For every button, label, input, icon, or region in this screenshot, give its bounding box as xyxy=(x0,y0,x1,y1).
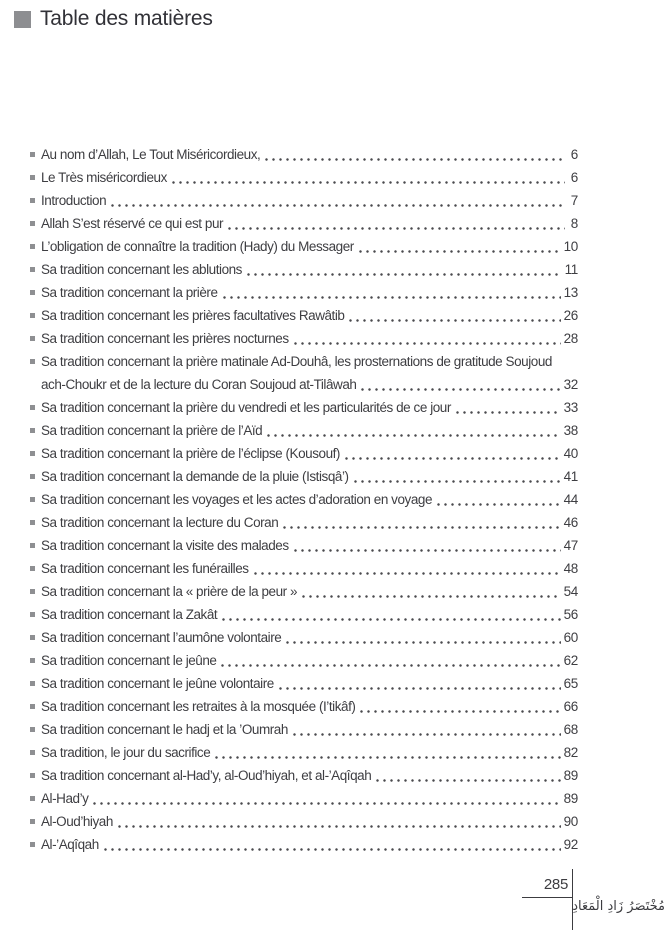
entry-page-number: 65 xyxy=(563,676,578,691)
toc-entry xyxy=(30,534,578,557)
entry-bullet-square-icon xyxy=(30,750,35,755)
toc-entry xyxy=(30,189,578,212)
dot-leader xyxy=(286,641,560,644)
entry-page-number: 60 xyxy=(563,630,578,645)
toc-entry xyxy=(30,695,578,718)
entry-page-number: 6 xyxy=(570,170,578,185)
entry-page-number: 38 xyxy=(563,423,578,438)
toc-entry xyxy=(30,281,578,304)
entry-bullet-square-icon xyxy=(30,681,35,686)
dot-leader xyxy=(360,710,560,713)
entry-page-number: 44 xyxy=(563,492,578,507)
entry-page-number: 28 xyxy=(563,331,578,346)
entry-bullet-square-icon xyxy=(30,244,35,249)
entry-title: Le Très miséricordieux xyxy=(41,170,167,185)
footer-horizontal-rule xyxy=(522,897,572,898)
entry-title: L’obligation de connaître la tradition (Hady) du Messager xyxy=(41,239,354,254)
entry-page-number: 68 xyxy=(563,722,578,737)
toc-entry xyxy=(30,143,578,166)
dot-leader xyxy=(293,733,561,736)
entry-title: Sa tradition concernant la prière de l’Aïd xyxy=(41,423,263,438)
entry-bullet-square-icon xyxy=(30,221,35,226)
entry-page-number: 82 xyxy=(563,745,578,760)
entry-title: Sa tradition concernant la visite des malades xyxy=(41,538,289,553)
toc-entry xyxy=(30,258,578,281)
entry-title: Sa tradition concernant le jeûne volontaire xyxy=(41,676,274,691)
entry-title: Al-Oud’hiyah xyxy=(41,814,113,829)
entry-title: Sa tradition concernant les ablutions xyxy=(41,262,242,277)
entry-page-number: 11 xyxy=(564,262,578,277)
entry-bullet-square-icon xyxy=(30,497,35,502)
entry-bullet-square-icon xyxy=(30,543,35,548)
entry-bullet-square-icon xyxy=(30,796,35,801)
toc-entry xyxy=(30,465,578,488)
dot-leader xyxy=(437,503,561,506)
entry-page-number: 41 xyxy=(563,469,578,484)
toc-entry xyxy=(30,741,578,764)
entry-title: Sa tradition concernant la lecture du Coran xyxy=(41,515,279,530)
entry-bullet-square-icon xyxy=(30,704,35,709)
dot-leader xyxy=(111,204,565,207)
toc-entry xyxy=(30,235,578,258)
dot-leader xyxy=(361,388,560,391)
entry-title: Sa tradition concernant le hadj et la ’Oumrah xyxy=(41,722,288,737)
dot-leader xyxy=(349,319,560,322)
entry-bullet-square-icon xyxy=(30,520,35,525)
toc-entry-continuation xyxy=(30,373,578,396)
entry-title: Introduction xyxy=(41,193,107,208)
entry-title: Allah S’est réservé ce qui est pur xyxy=(41,216,224,231)
entry-bullet-square-icon xyxy=(30,267,35,272)
entry-bullet-square-icon xyxy=(30,428,35,433)
dot-leader xyxy=(345,457,561,460)
entry-title: Sa tradition concernant les retraites à la mosquée (I’tikâf) xyxy=(41,699,356,714)
entry-page-number: 56 xyxy=(563,607,578,622)
entry-bullet-square-icon xyxy=(30,566,35,571)
dot-leader xyxy=(359,250,561,253)
dot-leader xyxy=(118,825,561,828)
toc-entry xyxy=(30,810,578,833)
footer-arabic-book-title: مُخْتَصَرُ زَادِ الْمَعَادِ xyxy=(572,899,665,914)
entry-page-number: 54 xyxy=(563,584,578,599)
entry-title: Au nom d’Allah, Le Tout Miséricordieux, xyxy=(41,147,261,162)
toc-entry xyxy=(30,396,578,419)
entry-title: Sa tradition, le jour du sacrifice xyxy=(41,745,211,760)
entry-title: Sa tradition concernant la prière de l’éclipse (Kousouf) xyxy=(41,446,340,461)
entry-page-number: 48 xyxy=(563,561,578,576)
toc-entry xyxy=(30,511,578,534)
entry-bullet-square-icon xyxy=(30,819,35,824)
dot-leader xyxy=(215,756,560,759)
entry-page-number: 32 xyxy=(563,377,578,392)
toc-entry xyxy=(30,626,578,649)
dot-leader xyxy=(247,273,562,276)
entry-title: Al-Had’y xyxy=(41,791,89,806)
dot-leader xyxy=(228,227,565,230)
entry-bullet-square-icon xyxy=(30,336,35,341)
entry-page-number: 62 xyxy=(563,653,578,668)
entry-bullet-square-icon xyxy=(30,612,35,617)
entry-title: Al-’Aqîqah xyxy=(41,837,99,852)
entry-page-number: 89 xyxy=(563,768,578,783)
entry-bullet-square-icon xyxy=(30,727,35,732)
toc-entry xyxy=(30,327,578,350)
dot-leader xyxy=(172,181,565,184)
entry-page-number: 92 xyxy=(563,837,578,852)
entry-bullet-square-icon xyxy=(30,152,35,157)
toc-entry xyxy=(30,718,578,741)
dot-leader xyxy=(221,664,560,667)
entry-title: Sa tradition concernant la Zakât xyxy=(41,607,218,622)
dot-leader xyxy=(254,572,561,575)
title-square-icon xyxy=(14,11,31,28)
toc-entry xyxy=(30,419,578,442)
toc-entry xyxy=(30,787,578,810)
entry-bullet-square-icon xyxy=(30,589,35,594)
entry-title: Sa tradition concernant les voyages et les actes d’adoration en voyage xyxy=(41,492,433,507)
entry-title: Sa tradition concernant les prières facultatives Rawâtib xyxy=(41,308,345,323)
entry-page-number: 47 xyxy=(563,538,578,553)
dot-leader xyxy=(222,618,560,621)
entry-page-number: 46 xyxy=(563,515,578,530)
entry-title: Sa tradition concernant les funérailles xyxy=(41,561,249,576)
entry-bullet-square-icon xyxy=(30,773,35,778)
toc-entry xyxy=(30,442,578,465)
toc-entry xyxy=(30,488,578,511)
entry-page-number: 66 xyxy=(563,699,578,714)
toc-entry xyxy=(30,649,578,672)
entry-title: Sa tradition concernant la demande de la pluie (Istisqâ’) xyxy=(41,469,349,484)
dot-leader xyxy=(267,434,560,437)
entry-title: Sa tradition concernant la prière xyxy=(41,285,218,300)
dot-leader xyxy=(223,296,561,299)
entry-bullet-square-icon xyxy=(30,658,35,663)
entry-bullet-square-icon xyxy=(30,474,35,479)
entry-page-number: 26 xyxy=(563,308,578,323)
folio-page-number: 285 xyxy=(543,876,568,893)
dot-leader xyxy=(265,158,565,161)
toc-entry xyxy=(30,304,578,327)
entry-page-number: 7 xyxy=(570,193,578,208)
dot-leader xyxy=(104,848,561,851)
page-title: Table des matières xyxy=(40,7,213,30)
entry-bullet-square-icon xyxy=(30,290,35,295)
toc-entry xyxy=(30,350,578,373)
entry-page-number: 10 xyxy=(563,239,578,254)
entry-bullet-square-icon xyxy=(30,313,35,318)
entry-bullet-square-icon xyxy=(30,451,35,456)
dot-leader xyxy=(93,802,560,805)
entry-page-number: 33 xyxy=(563,400,578,415)
entry-title: Sa tradition concernant la « prière de la peur » xyxy=(41,584,298,599)
toc-entry xyxy=(30,166,578,189)
entry-page-number: 40 xyxy=(563,446,578,461)
entry-bullet-square-icon xyxy=(30,198,35,203)
toc-entry xyxy=(30,672,578,695)
entry-bullet-square-icon xyxy=(30,635,35,640)
dot-leader xyxy=(283,526,560,529)
entry-title: Sa tradition concernant la prière du vendredi et les particularités de ce jour xyxy=(41,400,451,415)
toc-entry xyxy=(30,833,578,856)
page-header xyxy=(14,7,213,31)
entry-bullet-square-icon xyxy=(30,175,35,180)
dot-leader xyxy=(279,687,561,690)
toc-entry xyxy=(30,557,578,580)
entry-title: Sa tradition concernant l’aumône volontaire xyxy=(41,630,282,645)
dot-leader xyxy=(456,411,561,414)
dot-leader xyxy=(302,595,561,598)
entry-page-number: 6 xyxy=(570,147,578,162)
entry-page-number: 8 xyxy=(570,216,578,231)
entry-bullet-square-icon xyxy=(30,405,35,410)
entry-title-continued: ach-Choukr et de la lecture du Coran Soujoud at-Tilâwah xyxy=(41,377,357,392)
toc-entry xyxy=(30,603,578,626)
toc-list xyxy=(30,143,578,856)
entry-page-number: 90 xyxy=(563,814,578,829)
entry-bullet-square-icon xyxy=(30,842,35,847)
toc-entry xyxy=(30,764,578,787)
dot-leader xyxy=(294,549,561,552)
dot-leader xyxy=(354,480,561,483)
entry-title: Sa tradition concernant le jeûne xyxy=(41,653,217,668)
entry-title: Sa tradition concernant les prières nocturnes xyxy=(41,331,289,346)
dot-leader xyxy=(376,779,560,782)
entry-page-number: 13 xyxy=(563,285,578,300)
toc-entry xyxy=(30,580,578,603)
toc-entry xyxy=(30,212,578,235)
entry-title: Sa tradition concernant al-Had’y, al-Oud’hiyah, et al-’Aqîqah xyxy=(41,768,372,783)
entry-bullet-square-icon xyxy=(30,359,35,364)
entry-title: Sa tradition concernant la prière matinale Ad-Douhâ, les prosternations de gratitude Soujoud xyxy=(41,354,552,369)
entry-page-number: 89 xyxy=(563,791,578,806)
dot-leader xyxy=(294,342,561,345)
